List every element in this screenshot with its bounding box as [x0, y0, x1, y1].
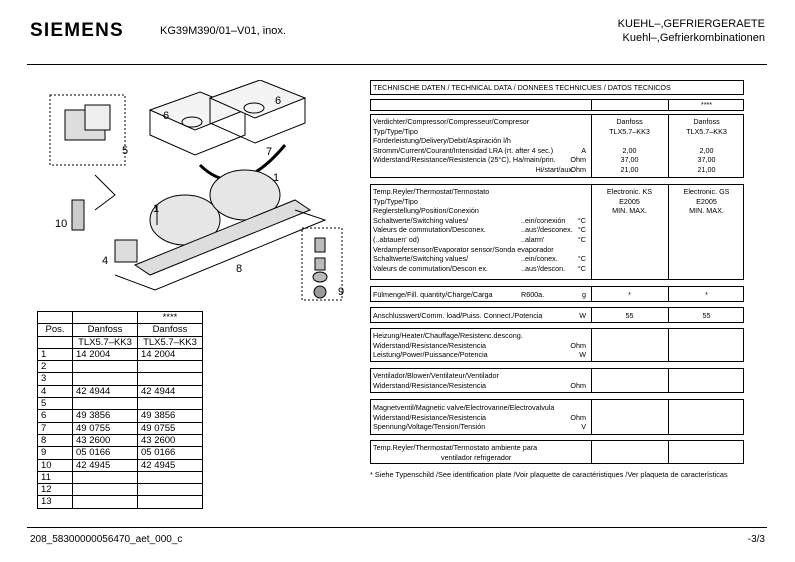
tech-stars-box — [370, 99, 744, 111]
compressor-lines: Hi/start/aux. — [535, 164, 574, 174]
parts-row — [38, 422, 203, 434]
fan-units: Ohm — [570, 380, 586, 390]
part-no-cell-2: 43 2600 — [138, 434, 203, 446]
valve-lines: Widerstand/Resistance/Resistencia — [373, 412, 487, 422]
part-no-cell-1 — [73, 471, 138, 483]
pos-cell: 2 — [38, 361, 73, 373]
thermostat-row — [371, 264, 743, 274]
thermostat-units: °C — [577, 254, 586, 264]
footer-rule — [27, 527, 767, 528]
part-no-cell-2: 42 4944 — [138, 385, 203, 397]
thermostat-row — [371, 216, 743, 226]
thermostat-lines: Verdampfersensor/Evaporator sensor/Sonda evaporador — [373, 244, 554, 254]
callout-8: 8 — [236, 263, 243, 275]
compressor-v1: 21,00 — [620, 164, 639, 174]
col-header-2: Danfoss — [138, 324, 203, 336]
ambient-box — [370, 440, 744, 464]
fan-row — [371, 371, 743, 381]
compressor-row — [371, 146, 743, 156]
heater-box — [370, 328, 744, 362]
fan-lines: Ventilador/Blower/Ventilateur/Ventilador — [373, 371, 499, 380]
diagram-drawing — [40, 80, 360, 305]
pos-cell: 8 — [38, 434, 73, 446]
valve-lines: Spennung/Voltage/Tension/Tensión — [373, 422, 486, 432]
part-no-cell-1: 42 4944 — [73, 385, 138, 397]
compressor-v2: 21,00 — [697, 164, 716, 174]
callout-7: 7 — [266, 146, 273, 158]
thermostat-units: °C — [577, 225, 586, 235]
pos-cell: 12 — [38, 484, 73, 496]
doc-title-line1: KUEHL–,GEFRIERGERAETE — [617, 18, 765, 30]
parts-body — [38, 348, 203, 508]
thermostat-v2: E2005 — [696, 196, 717, 206]
parts-header-row — [38, 324, 203, 336]
parts-row — [38, 471, 203, 483]
load-v1: 55 — [625, 311, 634, 320]
load-v2: 55 — [702, 311, 711, 320]
compressor-lines: Verdichter/Compressor/Compresseur/Compresor — [373, 117, 530, 126]
thermostat-v1: MIN. MAX. — [612, 206, 647, 216]
heater-units: W — [579, 350, 586, 360]
thermostat-lines: Schaltwerte/Switching values/ — [373, 254, 469, 264]
col-sub-1: TLX5.7–KK3 — [73, 336, 138, 348]
thermostat-row — [371, 235, 743, 245]
parts-row — [38, 361, 203, 373]
part-no-cell-1 — [73, 484, 138, 496]
compressor-row — [371, 117, 743, 127]
compressor-v1: Danfoss — [616, 117, 643, 126]
heater-lines: Widerstand/Resistance/Resistencia — [373, 340, 487, 350]
heater-row — [371, 331, 743, 341]
part-no-cell-1: 49 0755 — [73, 422, 138, 434]
compressor-lines: Typ/Type/Tipo — [373, 126, 418, 136]
thermostat-v2: Electronic. GS — [683, 187, 730, 196]
thermostat-lines: Valeurs de commutation/Descon ex. — [373, 263, 488, 273]
parts-row — [38, 398, 203, 410]
compressor-units: Ohm — [570, 164, 586, 174]
pos-header: Pos. — [38, 324, 73, 336]
heater-units: Ohm — [570, 340, 586, 350]
callout-1b: 1 — [153, 203, 160, 215]
thermostat-lines: Typ/Type/Tipo — [373, 196, 418, 206]
compressor-v1: 2,00 — [622, 145, 637, 155]
callout-9: 9 — [338, 286, 345, 298]
valve-units: V — [581, 422, 586, 432]
part-no-cell-1 — [73, 398, 138, 410]
valve-row — [371, 403, 743, 413]
compressor-box — [370, 114, 744, 178]
compressor-v2: 37,00 — [697, 155, 716, 165]
tech-stars: **** — [700, 100, 713, 109]
part-no-cell-2 — [138, 373, 203, 385]
compressor-row — [371, 127, 743, 137]
thermostat-mids: ..alarm' — [521, 234, 545, 244]
compressor-v2: Danfoss — [693, 117, 720, 126]
parts-row — [38, 434, 203, 446]
load-unit: W — [579, 311, 586, 320]
doc-id: 208_58300000056470_aet_000_c — [30, 534, 183, 545]
fan-row — [371, 381, 743, 391]
col-sub-2: TLX5.7–KK3 — [138, 336, 203, 348]
thermostat-lines: Valeurs de commutation/Desconex. — [373, 225, 486, 235]
charge-v1: * — [628, 290, 631, 299]
thermostat-lines: Temp.Reyler/Thermostat/Termostato — [373, 187, 490, 196]
thermostat-units: °C — [577, 215, 586, 225]
pos-cell: 11 — [38, 471, 73, 483]
part-no-cell-1: 49 3856 — [73, 410, 138, 422]
part-no-cell-2: 49 3856 — [138, 410, 203, 422]
compressor-lines: Widerstand/Resistance/Resistencia (25°C), Ha/main/prin. — [373, 155, 556, 165]
pos-cell: 1 — [38, 348, 73, 360]
fan-lines: Widerstand/Resistance/Resistencia — [373, 380, 487, 390]
heater-row — [371, 350, 743, 360]
thermostat-v2: MIN. MAX. — [689, 206, 724, 216]
parts-stars: **** — [138, 312, 203, 324]
parts-row — [38, 484, 203, 496]
pos-cell: 7 — [38, 422, 73, 434]
callout-1a: 1 — [273, 172, 280, 184]
callout-6b: 6 — [275, 95, 282, 107]
compressor-v2: 2,00 — [699, 145, 714, 155]
part-no-cell-1: 42 4945 — [73, 459, 138, 471]
parts-stars-row — [38, 312, 203, 324]
fan-box — [370, 368, 744, 393]
thermostat-mids: ..aus'/desconex. — [521, 225, 573, 235]
thermostat-row — [371, 197, 743, 207]
parts-row — [38, 459, 203, 471]
thermostat-mids: ..ein/conexión — [521, 215, 566, 225]
part-no-cell-2 — [138, 471, 203, 483]
thermostat-mids: ..aus'/descon. — [521, 263, 566, 273]
part-no-cell-1: 05 0166 — [73, 447, 138, 459]
callout-10: 10 — [55, 218, 68, 230]
pos-cell: 5 — [38, 398, 73, 410]
charge-label: Fülmenge/Fill. quantity/Charge/Carga — [373, 290, 493, 299]
load-box — [370, 307, 744, 323]
heater-lines: Heizung/Heater/Chauffage/Resistenc.descong. — [373, 331, 523, 340]
valve-lines: Magnetventil/Magnetic valve/Electrovanne/Electrovalvula — [373, 403, 555, 412]
valve-box — [370, 399, 744, 435]
valve-row — [371, 413, 743, 423]
pos-cell: 10 — [38, 459, 73, 471]
compressor-row — [371, 136, 743, 146]
charge-v2: * — [705, 290, 708, 299]
compressor-v1: 37,00 — [620, 155, 639, 165]
model-number: KG39M390/01–V01, inox. — [160, 25, 286, 37]
tech-title: TECHNISCHE DATEN / TECHNICAL DATA / DONNEES TECHNICUES / DATOS TECNICOS — [373, 83, 671, 92]
part-no-cell-2 — [138, 496, 203, 508]
part-no-cell-1: 14 2004 — [73, 348, 138, 360]
parts-row — [38, 385, 203, 397]
parts-table — [37, 311, 203, 509]
thermostat-box — [370, 184, 744, 280]
part-no-cell-2 — [138, 398, 203, 410]
thermostat-v1: E2005 — [619, 196, 640, 206]
callout-4: 4 — [102, 255, 109, 267]
thermostat-row — [371, 245, 743, 255]
page-number: -3/3 — [747, 534, 765, 545]
callout-5: 5 — [122, 145, 129, 157]
load-label: Anschlusswert/Comm. load/Puiss. Connect./Potencia — [373, 311, 543, 320]
brand-logo: SIEMENS — [30, 20, 124, 41]
part-no-cell-2 — [138, 361, 203, 373]
thermostat-mids: ..ein/conex. — [521, 254, 558, 264]
pos-cell: 6 — [38, 410, 73, 422]
parts-diagram — [40, 80, 360, 305]
compressor-units: Ohm — [570, 155, 586, 165]
part-no-cell-2: 42 4945 — [138, 459, 203, 471]
part-no-cell-1 — [73, 373, 138, 385]
charge-refrigerant: R600a. — [521, 290, 545, 299]
ambient-line-1: Temp.Reyler/Thermostat/Termostato ambiente para — [373, 443, 538, 452]
compressor-lines: Förderleistung/Delivery/Debit/Aspiración l/h — [373, 136, 511, 146]
compressor-units: A — [581, 145, 586, 155]
valve-units: Ohm — [570, 412, 586, 422]
thermostat-v1: Electronic. KS — [606, 187, 653, 196]
thermostat-units: °C — [577, 234, 586, 244]
compressor-row — [371, 155, 743, 165]
compressor-lines: Stromm/Current/Courant/Intensidad LRA (rt. after 4 sec.) — [373, 145, 554, 155]
part-no-cell-1 — [73, 361, 138, 373]
heater-row — [371, 341, 743, 351]
charge-unit: g — [582, 290, 586, 299]
header-rule — [27, 64, 767, 65]
footnote: * Siehe Typenschild /See identification plate /Voir plaquette de caractéristiques /Ver plaqueta de características — [370, 470, 728, 479]
parts-row — [38, 410, 203, 422]
thermostat-units: °C — [577, 263, 586, 273]
thermostat-row — [371, 206, 743, 216]
callout-6a: 6 — [163, 110, 170, 122]
parts-row — [38, 373, 203, 385]
pos-cell: 13 — [38, 496, 73, 508]
parts-row — [38, 348, 203, 360]
part-no-cell-2 — [138, 484, 203, 496]
thermostat-row — [371, 187, 743, 197]
pos-cell: 3 — [38, 373, 73, 385]
part-no-cell-1 — [73, 496, 138, 508]
thermostat-lines: Schaltwerte/Switching values/ — [373, 215, 469, 225]
compressor-row — [371, 165, 743, 175]
thermostat-lines: (..abtauen' od) — [373, 234, 420, 244]
parts-subheader-row — [38, 336, 203, 348]
compressor-v2: TLX5.7–KK3 — [686, 126, 727, 136]
thermostat-lines: Reglerstellung/Position/Conexión — [373, 206, 479, 216]
part-no-cell-2: 14 2004 — [138, 348, 203, 360]
charge-box — [370, 286, 744, 302]
valve-row — [371, 422, 743, 432]
col-header-1: Danfoss — [73, 324, 138, 336]
doc-title-line2: Kuehl–,Gefrierkombinationen — [622, 32, 765, 44]
ambient-line-2: ventilador refrigerador — [441, 452, 512, 462]
pos-cell: 9 — [38, 447, 73, 459]
compressor-v1: TLX5.7–KK3 — [609, 126, 650, 136]
part-no-cell-2: 49 0755 — [138, 422, 203, 434]
part-no-cell-2: 05 0166 — [138, 447, 203, 459]
part-no-cell-1: 43 2600 — [73, 434, 138, 446]
tech-title-box — [370, 80, 744, 95]
parts-row — [38, 447, 203, 459]
thermostat-row — [371, 225, 743, 235]
thermostat-row — [371, 254, 743, 264]
heater-lines: Leistung/Power/Puissance/Potencia — [373, 350, 488, 360]
parts-row — [38, 496, 203, 508]
pos-cell: 4 — [38, 385, 73, 397]
